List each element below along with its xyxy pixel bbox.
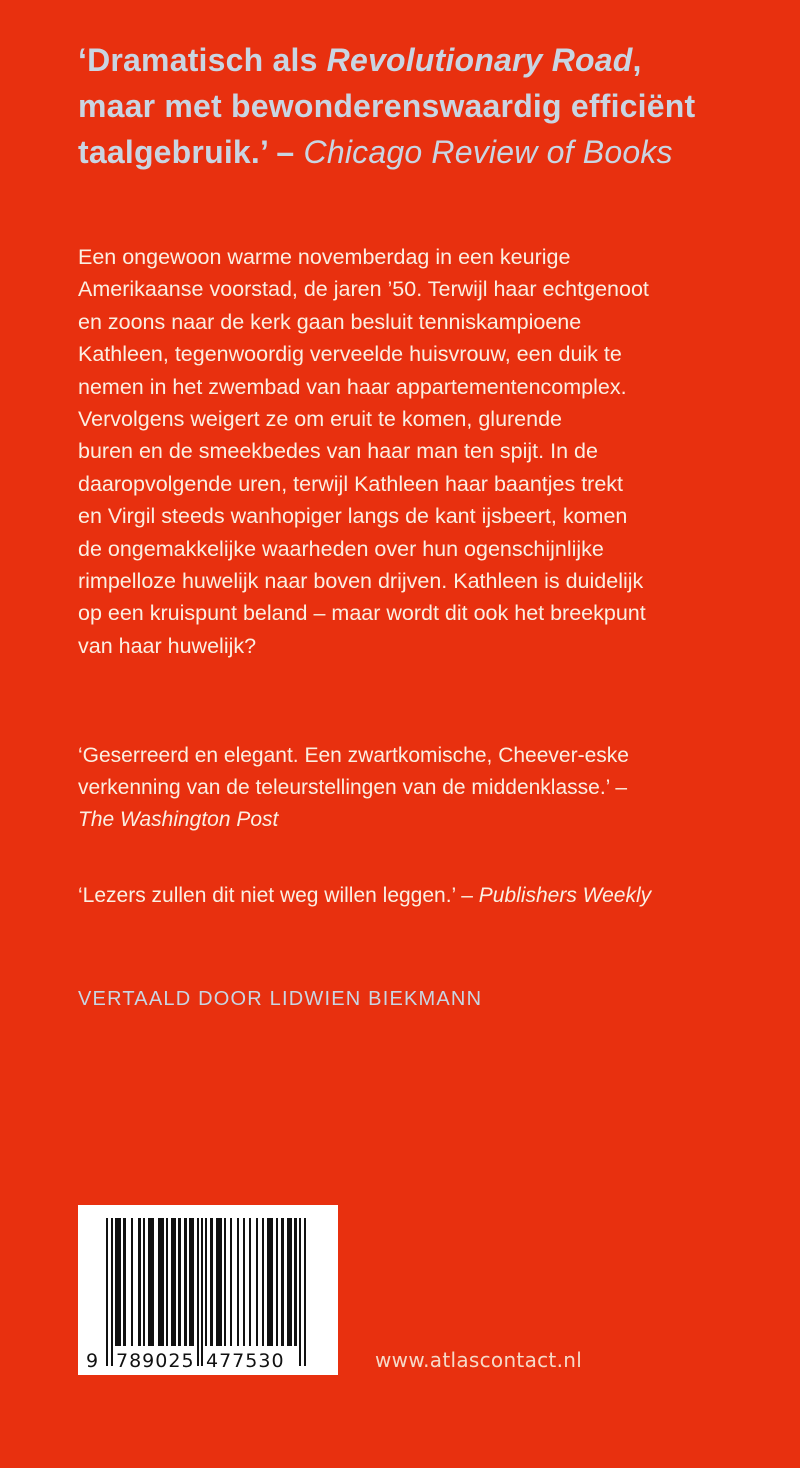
headline-line-2: maar met bewonderenswaardig efficiënt	[78, 88, 696, 124]
blurb-line: Vervolgens weigert ze om eruit te komen, glurende	[78, 407, 563, 432]
barcode-group-1: 789025	[116, 1350, 195, 1372]
compared-book-title: Revolutionary Road	[326, 42, 633, 78]
headline-line-3: taalgebruik.’ – Chicago Review of Books	[78, 134, 673, 170]
review-source: The Washington Post	[78, 808, 279, 831]
blurb-line: en zoons naar de kerk gaan besluit tenniskampioene	[78, 309, 582, 334]
blurb-line: de ongemakkelijke waarheden over hun ogenschijnlijke	[78, 536, 604, 561]
blurb-line: daaropvolgende uren, terwijl Kathleen haar baantjes trekt	[78, 471, 624, 496]
blurb-line: Amerikaanse voorstad, de jaren ’50. Terwijl haar echtgenoot	[78, 277, 649, 302]
translator-credit: VERTAALD DOOR LIDWIEN BIEKMANN	[78, 988, 483, 1010]
blurb-line: van haar huwelijk?	[78, 633, 257, 658]
review-line: ‘Lezers zullen dit niet weg willen leggen.’ – Publishers Weekly	[78, 884, 652, 907]
review-line: verkenning van de teleurstellingen van de middenklasse.’ –	[78, 776, 628, 799]
blurb-line: Kathleen, tegenwoordig verveelde huisvrouw, een duik te	[78, 342, 622, 367]
headline-quote	[78, 37, 778, 175]
review-publishers-weekly	[78, 880, 798, 912]
blurb-line: Een ongewoon warme novemberdag in een keurige	[78, 245, 571, 269]
headline-source: Chicago Review of Books	[303, 134, 673, 170]
publisher-website: www.atlascontact.nl	[375, 1348, 583, 1372]
barcode-group-2: 477530	[206, 1350, 285, 1372]
headline-line-1: ‘Dramatisch als Revolutionary Road,	[78, 42, 642, 78]
blurb-line: rimpelloze huwelijk naar boven drijven. Kathleen is duidelijk	[78, 569, 644, 594]
blurb-line: op een kruispunt beland – maar wordt dit ook het breekpunt	[78, 601, 646, 626]
review-washington-post	[78, 740, 798, 836]
barcode-icon	[78, 1205, 338, 1375]
barcode-first-digit: 9	[86, 1350, 99, 1372]
blurb-line: buren en de smeekbedes van haar man ten spijt. In de	[78, 439, 598, 464]
isbn-barcode	[78, 1205, 338, 1375]
review-source: Publishers Weekly	[478, 884, 652, 907]
blurb-line: nemen in het zwembad van haar appartementencomplex.	[78, 374, 627, 399]
blurb-line: en Virgil steeds wanhopiger langs de kant ijsbeert, komen	[78, 504, 628, 529]
review-line: ‘Geserreerd en elegant. Een zwartkomische, Cheever-eske	[78, 744, 629, 767]
book-blurb	[78, 241, 798, 662]
